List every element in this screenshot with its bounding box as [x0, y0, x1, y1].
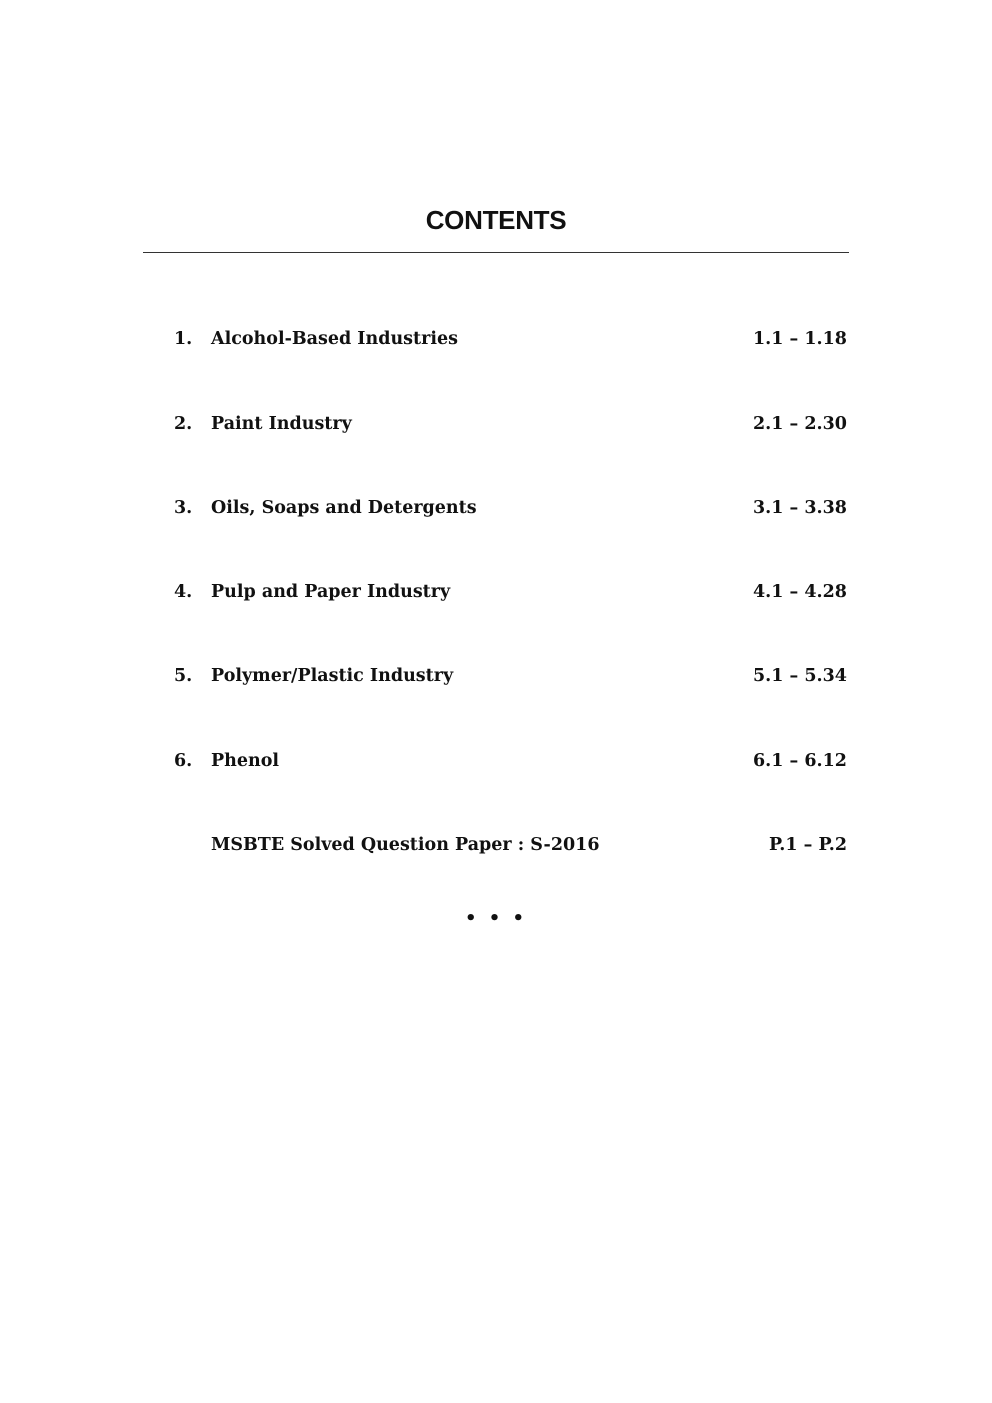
- toc-entry-title: Pulp and Paper Industry: [211, 582, 451, 602]
- toc-entry-phenol: [174, 747, 847, 775]
- toc-entry-pulp-and-paper-industry: [174, 578, 847, 606]
- toc-entry-title: Alcohol-Based Industries: [211, 329, 458, 349]
- toc-entry-msbte-solved-question-paper: [174, 831, 847, 859]
- toc-entry-pages: 4.1 – 4.28: [752, 582, 847, 602]
- toc-entry-title: Paint Industry: [211, 414, 352, 434]
- toc-entry-pages: 2.1 – 2.30: [752, 414, 847, 434]
- toc-entry-pages: 5.1 – 5.34: [752, 666, 847, 686]
- heading-divider: [143, 252, 849, 253]
- toc-entry-polymer-plastic-industry: [174, 662, 847, 690]
- toc-entry-paint-industry: [174, 410, 847, 438]
- toc-entry-number: 4.: [174, 582, 193, 602]
- contents-heading: CONTENTS: [425, 205, 567, 235]
- toc-entry-title: MSBTE Solved Question Paper : S-2016: [211, 835, 600, 855]
- toc-entry-pages: 3.1 – 3.38: [752, 498, 847, 518]
- toc-entry-number: 3.: [174, 498, 193, 518]
- toc-entry-pages: 1.1 – 1.18: [752, 329, 847, 349]
- toc-entry-number: 5.: [174, 666, 193, 686]
- toc-entry-number: 1.: [174, 329, 193, 349]
- end-of-contents-dots: • • •: [464, 908, 528, 929]
- toc-entry-title: Phenol: [211, 751, 280, 771]
- toc-entry-title: Polymer/Plastic Industry: [211, 666, 454, 686]
- toc-entry-oils-soaps-detergents: [174, 494, 847, 522]
- toc-entry-number: 2.: [174, 414, 193, 434]
- toc-entry-pages: 6.1 – 6.12: [752, 751, 847, 771]
- toc-entry-alcohol-based-industries: [174, 325, 847, 353]
- toc-entry-title: Oils, Soaps and Detergents: [211, 498, 477, 518]
- toc-entry-pages: P.1 – P.2: [769, 835, 847, 855]
- toc-entry-number: 6.: [174, 751, 193, 771]
